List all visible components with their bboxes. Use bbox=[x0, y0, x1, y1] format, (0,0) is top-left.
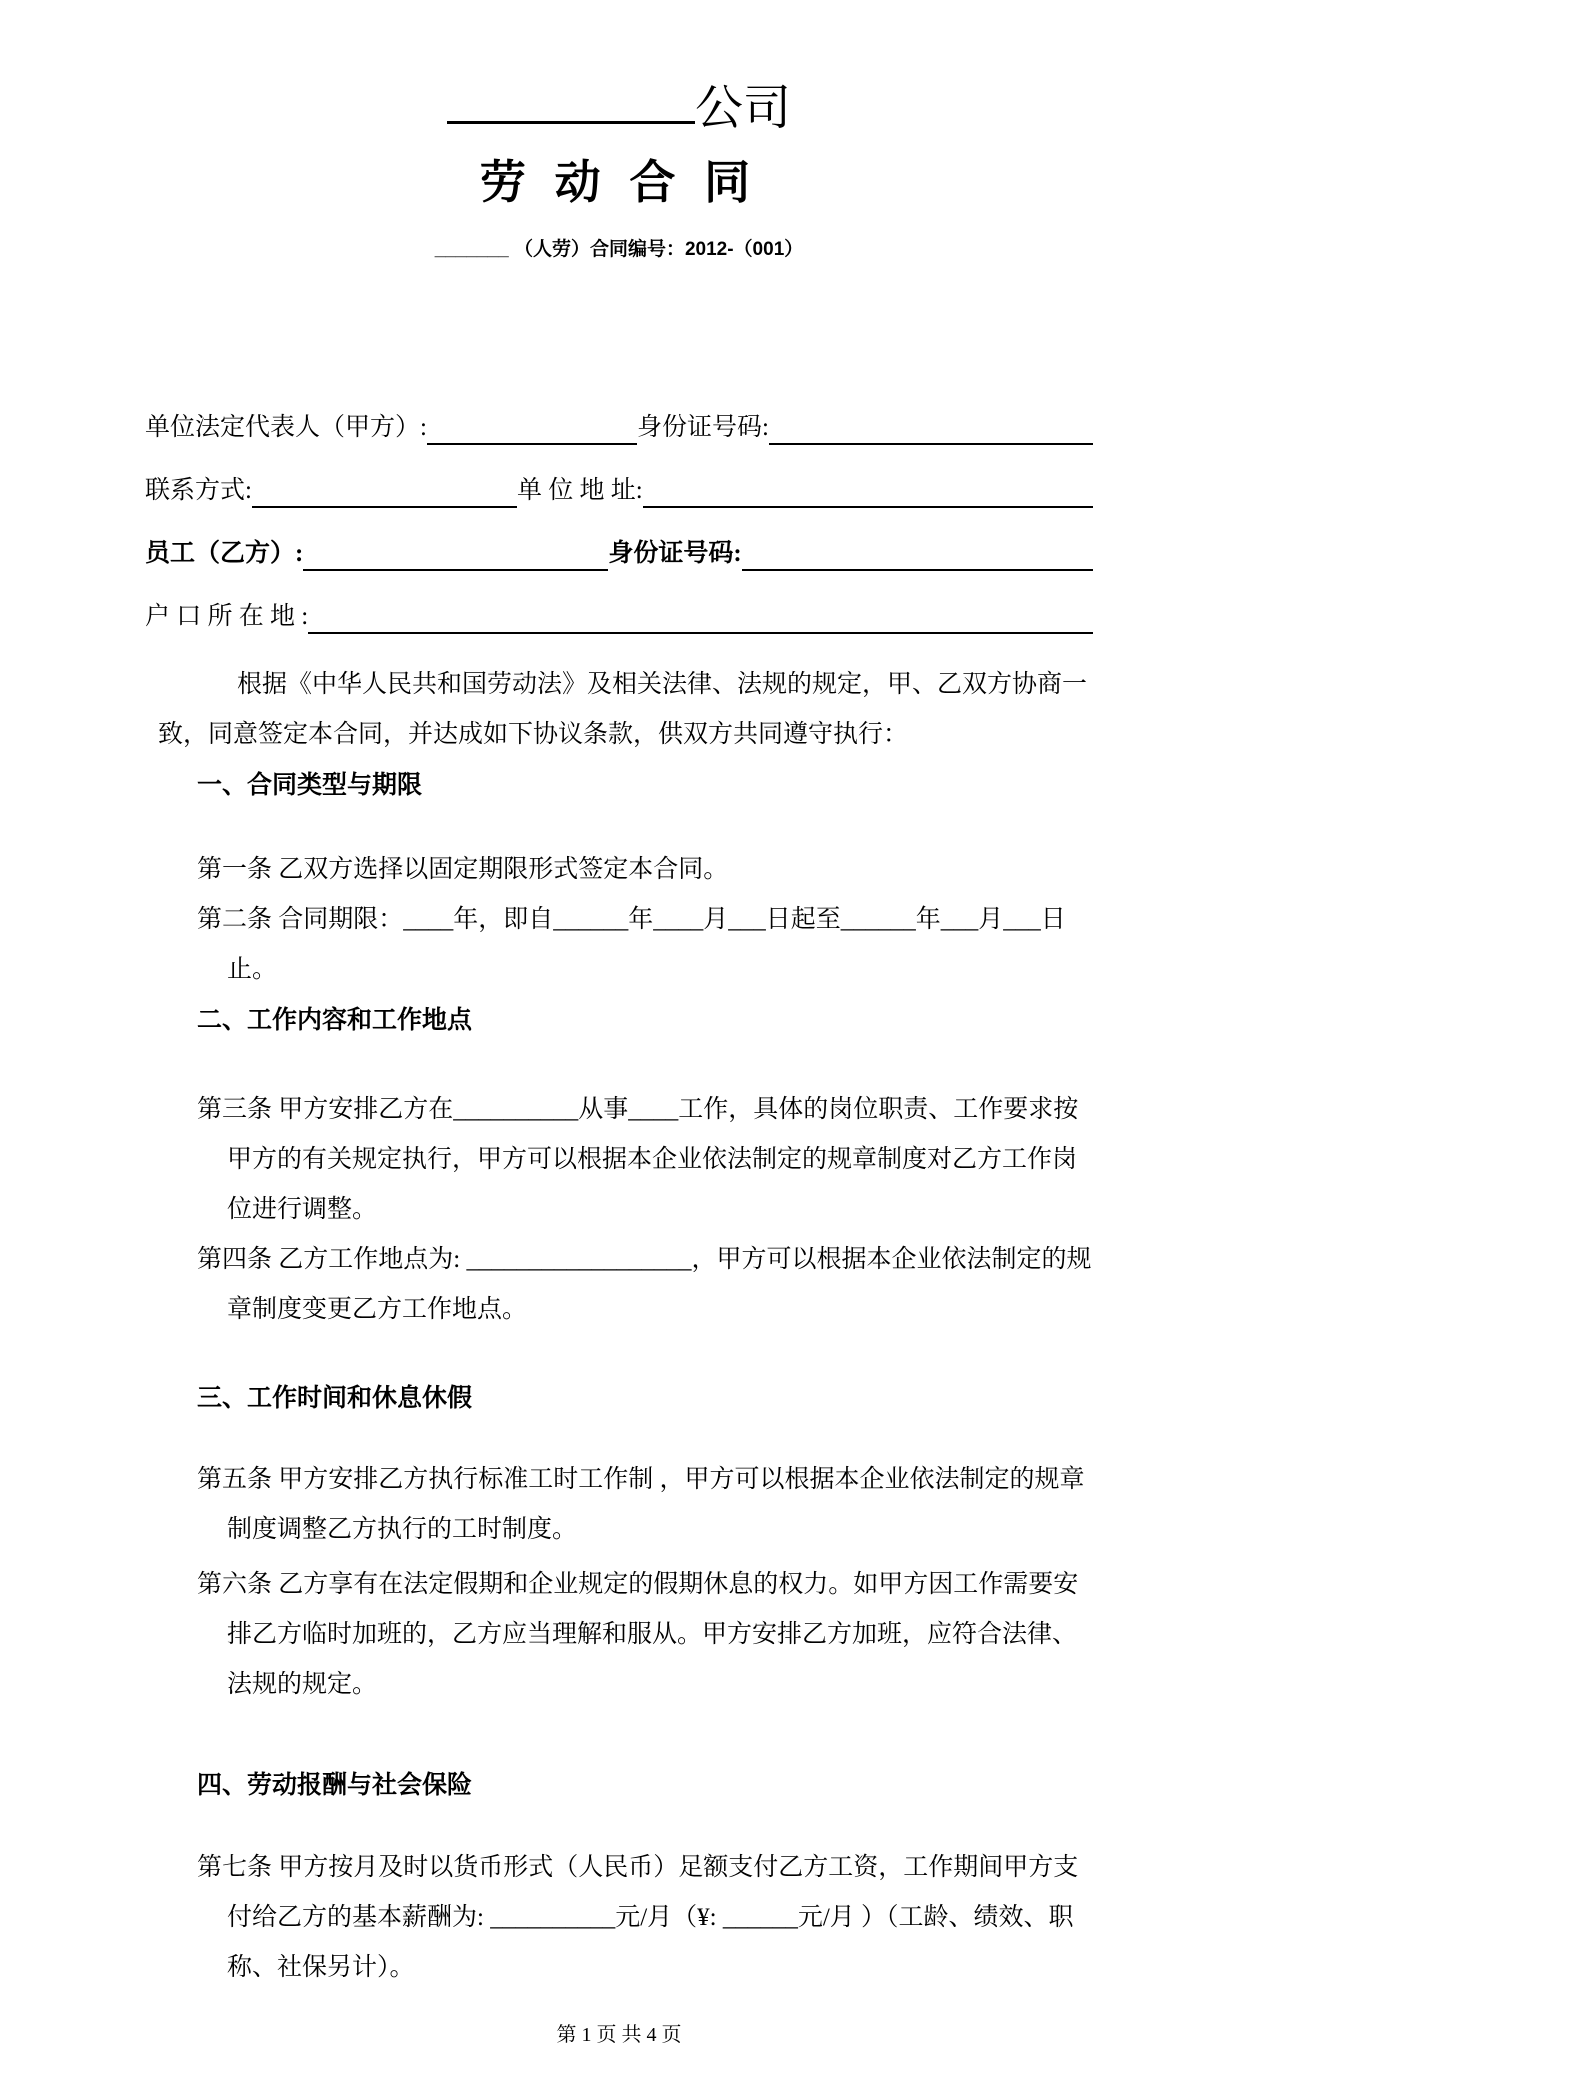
company-title-line bbox=[145, 78, 1093, 140]
field-row-contact bbox=[145, 471, 1093, 511]
contract-body bbox=[145, 660, 1093, 1993]
section-heading-2: 二、工作内容和工作地点 bbox=[197, 1006, 473, 1034]
party-b-id-number-label: 身份证号码: bbox=[608, 540, 742, 567]
article-3: 第三条 甲方安排乙方在__________从事____工作，具体的岗位职责、工作要求按甲方的有关规定执行，甲方可以根据本企业依法制定的规章制度对乙方工作岗位进行调整。 bbox=[197, 1096, 1079, 1223]
field-row-household-registration bbox=[145, 597, 1093, 637]
household-registration-label: 户 口 所 在 地 : bbox=[145, 603, 309, 630]
legal-representative-label: 单位法定代表人（甲方）: bbox=[145, 414, 427, 441]
article-4: 第四条 乙方工作地点为: __________________，甲方可以根据本企业依法制定的规章制度变更乙方工作地点。 bbox=[197, 1246, 1092, 1323]
party-b-id-number-blank bbox=[742, 535, 1093, 571]
article-7: 第七条 甲方按月及时以货币形式（人民币）足额支付乙方工资，工作期间甲方支付给乙方的基本薪酬为: __________元/月（¥: ______元/月 ）（工龄、绩效、职称、社保另计）。 bbox=[197, 1854, 1079, 1981]
contact-method-label: 联系方式: bbox=[145, 477, 252, 504]
article-2: 第二条 合同期限：____年，即自______年____月___日起至______年___月___日止。 bbox=[197, 906, 1066, 983]
employee-name-blank bbox=[303, 535, 608, 571]
field-row-legal-representative bbox=[145, 408, 1093, 448]
section-heading-1: 一、合同类型与期限 bbox=[197, 771, 423, 799]
legal-representative-blank bbox=[427, 409, 637, 445]
article-6: 第六条 乙方享有在法定假期和企业规定的假期休息的权力。如甲方因工作需要安排乙方临时加班的，乙方应当理解和服从。甲方安排乙方加班，应符合法律、法规的规定。 bbox=[197, 1571, 1079, 1698]
contact-method-blank bbox=[252, 472, 517, 508]
party-fields bbox=[145, 408, 1093, 637]
household-registration-blank bbox=[308, 598, 1093, 634]
company-name-blank-line bbox=[447, 121, 695, 124]
party-a-id-number-label: 身份证号码: bbox=[636, 414, 769, 441]
article-5: 第五条 甲方安排乙方执行标准工时工作制 ，甲方可以根据本企业依法制定的规章制度调整乙方执行的工时制度。 bbox=[197, 1466, 1085, 1543]
company-address-label: 单 位 地 址: bbox=[516, 477, 643, 504]
field-row-employee bbox=[145, 534, 1093, 574]
contract-number-line: _______ （人劳）合同编号：2012-（001） bbox=[434, 239, 804, 260]
document-title: 劳 动 合 同 bbox=[479, 156, 759, 208]
page-number-footer: 第 1 页 共 4 页 bbox=[556, 2024, 682, 2046]
employee-label: 员工（乙方）: bbox=[145, 540, 304, 567]
section-heading-4: 四、劳动报酬与社会保险 bbox=[197, 1771, 473, 1799]
section-heading-3: 三、工作时间和休息休假 bbox=[197, 1384, 473, 1412]
company-address-blank bbox=[643, 472, 1093, 508]
article-1: 第一条 乙双方选择以固定期限形式签定本合同。 bbox=[197, 856, 729, 883]
document-content bbox=[145, 78, 1093, 1993]
company-suffix-label: 公司 bbox=[694, 82, 791, 135]
party-a-id-number-blank bbox=[769, 409, 1093, 445]
intro-paragraph: 根据《中华人民共和国劳动法》及相关法律、法规的规定，甲、乙双方协商一致，同意签定本合同，并达成如下协议条款，供双方共同遵守执行： bbox=[158, 671, 1088, 748]
